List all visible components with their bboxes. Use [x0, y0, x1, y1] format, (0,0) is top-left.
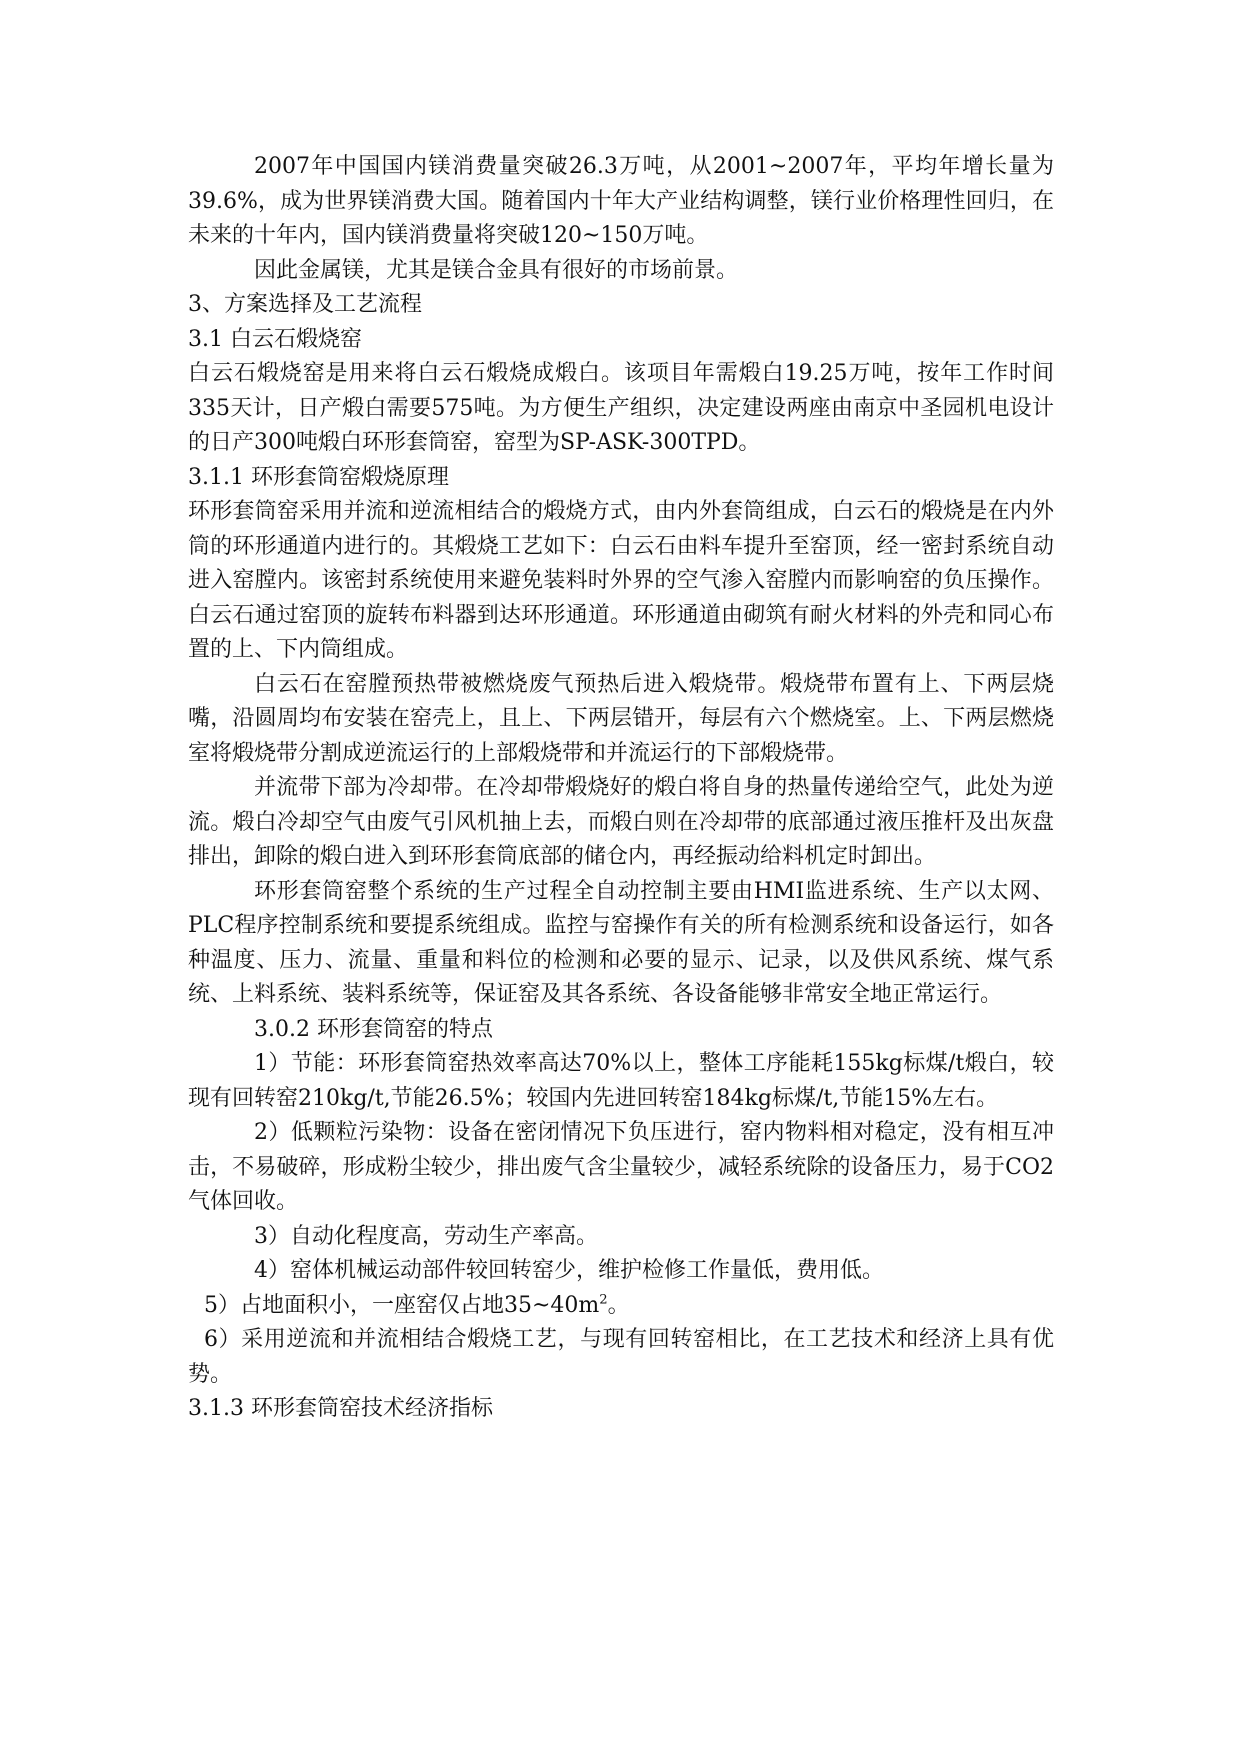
paragraph-kiln-purpose: 白云石煅烧窑是用来将白云石煅烧成煅白。该项目年需煅白19.25万吨，按年工作时间335天计，日产煅白需要575吨。为方便生产组织，决定建设两座由南京中圣园机电设计的日产300吨煅白环形套筒窑，窑型为SP-ASK-300TPD。 — [188, 361, 1054, 455]
paragraph-magnesium-consumption: 2007年中国国内镁消费量突破26.3万吨，从2001~2007年，平均年增长量为39.6%，成为世界镁消费大国。随着国内十年大产业结构调整，镁行业价格理性回归，在未来的十年内，国内镁消费量将突破120~150万吨。 — [188, 154, 1054, 248]
feature-item-6: 6）采用逆流和并流相结合煅烧工艺，与现有回转窑相比，在工艺技术和经济上具有优势。 — [188, 1327, 1054, 1387]
section-heading-3-0-2: 3.0.2 环形套筒窑的特点 — [254, 1016, 493, 1042]
feature-item-3: 3）自动化程度高，劳动生产率高。 — [254, 1223, 598, 1249]
section-heading-3-1-1: 3.1.1 环形套筒窑煅烧原理 — [188, 464, 449, 490]
paragraph-market-outlook: 因此金属镁，尤其是镁合金具有很好的市场前景。 — [254, 257, 739, 283]
feature-item-5-text: 5）占地面积小，一座窑仅占地35~40m — [204, 1292, 600, 1318]
feature-item-5-end: 。 — [607, 1292, 630, 1318]
paragraph-preheat-zone: 白云石在窑膛预热带被燃烧废气预热后进入煅烧带。煅烧带布置有上、下两层烧嘴，沿圆周均布安装在窑壳上，且上、下两层错开，每层有六个燃烧室。上、下两层燃烧室将煅烧带分割成逆流运行的上部煅烧带和并流运行的下部煅烧带。 — [188, 671, 1054, 766]
paragraph-calcination-principle: 环形套筒窑采用并流和逆流相结合的煅烧方式，由内外套筒组成，白云石的煅烧是在内外筒的环形通道内进行的。其煅烧工艺如下：白云石由料车提升至窑顶，经一密封系统自动进入窑膛内。该密封系统使用来避免装料时外界的空气渗入窑膛内而影响窑的负压操作。白云石通过窑顶的旋转布料器到达环形通道。环形通道由砌筑有耐火材料的外壳和同心布置的上、下内筒组成。 — [188, 499, 1054, 662]
feature-item-1: 1）节能：环形套筒窑热效率高达70%以上，整体工序能耗155kg标煤/t煅白，较现有回转窑210kg/t,节能26.5%；较国内先进回转窑184kg标煤/t,节能15%左右。 — [188, 1051, 1054, 1111]
feature-item-5-superscript: 2 — [599, 1292, 608, 1308]
feature-item-5 — [188, 1289, 1054, 1324]
paragraph-cooling-zone: 并流带下部为冷却带。在冷却带煅烧好的煅白将自身的热量传递给空气，此处为逆流。煅白冷却空气由废气引风机抽上去，而煅白则在冷却带的底部通过液压推杆及出灰盘排出，卸除的煅白进入到环形套筒底部的储仓内，再经振动给料机定时卸出。 — [188, 775, 1054, 869]
feature-item-4: 4）窑体机械运动部件较回转窑少，维护检修工作量低，费用低。 — [254, 1258, 884, 1283]
document-page — [188, 150, 1054, 1427]
section-heading-3-1-3: 3.1.3 环形套筒窑技术经济指标 — [188, 1396, 493, 1421]
section-heading-3: 3、方案选择及工艺流程 — [188, 292, 422, 317]
feature-item-2: 2）低颗粒污染物：设备在密闭情况下负压进行，窑内物料相对稳定，没有相互冲击，不易破碎，形成粉尘较少，排出废气含尘量较少，减轻系统除的设备压力，易于CO2气体回收。 — [188, 1120, 1054, 1214]
paragraph-control-system: 环形套筒窑整个系统的生产过程全自动控制主要由HMI监进系统、生产以太网、PLC程序控制系统和要提系统组成。监控与窑操作有关的所有检测系统和设备运行，如各种温度、压力、流量、重量和料位的检测和必要的显示、记录，以及供风系统、煤气系统、上料系统、装料系统等，保证窑及其各系统、各设备能够非常安全地正常运行。 — [188, 878, 1054, 1007]
section-heading-3-1: 3.1 白云石煅烧窑 — [188, 326, 362, 352]
